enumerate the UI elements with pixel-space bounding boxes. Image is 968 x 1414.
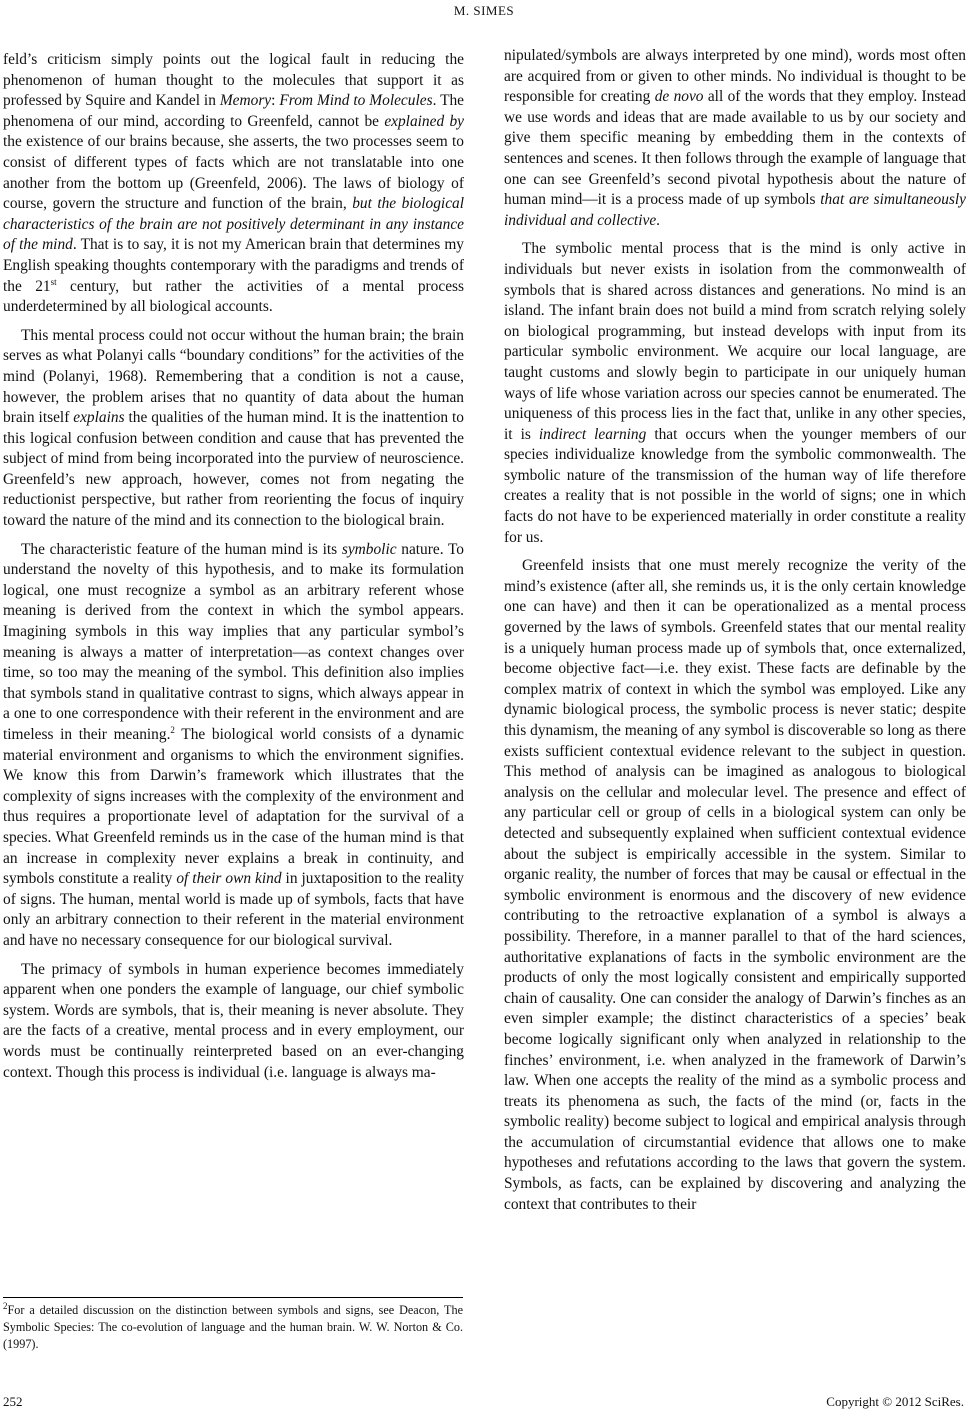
superscript: 2 <box>3 1300 8 1311</box>
text-run: the existence of our brains because, she asserts, the two processes seem to consist of different types of facts which are not translatable into one another from the bottom up (Greenfeld, 2006). The laws of biology of course, govern the structure and function of the brain, <box>3 133 464 213</box>
paragraph <box>3 540 464 952</box>
text-run: in juxtaposition to the reality of signs. The human, mental world is made up of symbols, facts that have only an arbitrary connection to their referent in the material environment and have no necessary consequence for our biological survival. <box>3 870 465 949</box>
superscript: st <box>50 276 57 287</box>
page-number: 252 <box>3 1394 23 1409</box>
text-run: nipulated/symbols are always interpreted by one mind), words most often are acquired from or given to other minds. No individual is thought to be responsible for creating <box>504 47 966 106</box>
text-run: all of the words that they employ. Instead we use words and ideas that are made available to us by our society and give them specific meaning by embedding them in the contexts of sentences and scenes. It then follows through the example of language that one can see Greenfeld’s second pivotal hypothesis about the nature of human mind—it is a process made of up symbols <box>504 88 967 209</box>
left-column <box>3 50 464 1091</box>
italic-text: of their own kind <box>176 870 282 888</box>
text-run: century, but rather the activities of a mental process underdetermined by all biological accounts. <box>3 277 464 316</box>
text-run: . The phenomena of our mind, according to Greenfeld, cannot be <box>3 92 465 130</box>
text-run: Greenfeld insists that one must merely recognize the verity of the mind’s existence (after all, she reminds us, it is the only certain knowledge one can have) and then it can be operationalized as a mental process governed by the laws of symbols. Greenfeld states that our mental reality is a uniquely human process made up of symbols that, once externalized, become objective fact—i.e. they exist. These facts are definable by the complex matrix of context in which the symbol was employed. Like any dynamic biological process, the symbolic process is never static; despite this dynamism, the meaning of any symbol is discoverable so long as there exists sufficient contextual evidence relevant to the subject in question. This method of analysis can be imagined as analogous to biological analysis on the cellular and molecular level. The presence and effect of any particular cell or group of cells in a biological system can only be detected and subsequently explained when sufficient contextual evidence about the subject is empirically accessible in the system. Similar to organic reality, the number of forces that may be causal or effectual in the symbolic environment is enormous and the discovery of new evidence contributing to the retroactive explanation of a symbol is always a possibility. Therefore, in a manner parallel to that of the hard sciences, authoritative explanations of facts in the symbolic environment are the products of only the most logically consistent and empirically supported chain of causality. One can consider the analogy of Darwin’s finches as an even simpler example; the distinct characteristics of a species’ beak become logically significant only when analyzed in relationship to the finches’ environment, i.e. when analyzed in the framework of Darwin’s law. When one accepts the reality of the mind as a symbolic process and treats its phenomena as such, the facts of the mind (or, facts in the symbolic reality) become subject to logical and empirical analysis through the accumulation of circumstantial evidence that allows one to make hypotheses and refutations according to the laws that govern the system. Symbols, as facts, can be explained by discovering and analyzing the context that contributes to their <box>504 557 966 1213</box>
running-head: M. SIMES <box>453 3 515 18</box>
text-run: The biological world consists of a dynamic material environment and organisms to which the environment signifies. We know this from Darwin’s framework which illustrates that the complexity of signs increases with the complexity of the environment and thus requires a proportionate level of adaptation for the survival of a species. What Greenfeld reminds us in the case of the human mind is that an increase in complexity never explains a break in continuity, and symbols constitute a reality <box>3 726 464 888</box>
text-run: feld’s criticism simply points out the logical fault in reducing the phenomenon of human thought to the molecules that support it as professed by Squire and Kandel in <box>3 51 464 110</box>
superscript: 2 <box>170 724 175 735</box>
text-run: that occurs when the younger members of our species individualize knowledge from the symbolic commonwealth. The symbolic nature of the transmission of the human way of life therefore creates a reality that is not possible in the world of signs; one in which facts do not have to be experienced materially in order constitute a reality for us. <box>504 425 966 546</box>
copyright-notice: Copyright © 2012 SciRes. <box>826 1394 964 1409</box>
paragraph <box>504 46 966 231</box>
italic-text: From Mind to Molecules <box>279 92 433 110</box>
text-run: The primacy of symbols in human experience becomes immediately apparent when one ponders the example of language, our chief symbolic system. Words are symbols, that is, their meaning is never absolute. They are the facts of a creative, mental process and in every employment, our words must be continually reinterpreted based on an ever-changing context. Though this process is individual (i.e. language is always ma- <box>3 960 464 1081</box>
italic-text: Memory <box>219 92 272 110</box>
paragraph <box>3 326 464 532</box>
italic-text: but the biological characteristics of the brain are not positively determinant in any instance of the mind <box>3 195 464 254</box>
text-run: . <box>656 211 661 229</box>
italic-text: that are simultaneously individual and collective <box>504 191 966 229</box>
text-run: the qualities of the human mind. It is the inattention to this logical confusion between condition and cause that has prevented the subject of mind from being incorporated into the purview of neuroscience. Greenfeld’s new approach, however, comes not from negating the reductionist perspective, but rather from reorienting the focus of inquiry toward the nature of the mind and its connection to the biological brain. <box>3 409 464 530</box>
text-run: The symbolic mental process that is the mind is only active in individuals but never exists in isolation from the commonwealth of symbols that is shared across distances and generations. No mind is an island. The infant brain does not build a mind from scratch relying solely on biological programming, but instead develops with input from its particular symbolic environment. We acquire our local language, are taught customs and slowly begin to participate in our uniquely human ways of life whose variation across our species cannot be enumerated. The uniqueness of this process lies in the fact that, unlike in any other species, it is <box>504 240 966 443</box>
italic-text: explained by <box>384 112 464 130</box>
text-run: For a detailed discussion on the distinction between symbols and signs, see Deacon, The Symbolic Species: The co-evolution of language and the human brain. W. W. Norton & Co. (1997). <box>3 1303 463 1351</box>
text-run: nature. To understand the novelty of this hypothesis, and to make its formulation logical, one must recognize a symbol as an arbitrary referent whose meaning is derived from the context in which the symbol appears. Imagining symbols in this way implies that any particular symbol’s meaning is always a matter of interpretation—as context changes over time, so too may the meaning of the symbol. This definition also implies that symbols stand in qualitative contrast to signs, which always appear in a one to one correspondence with their referent in the environment and are timeless in their meaning. <box>3 540 464 743</box>
text-run: The characteristic feature of the human mind is its <box>21 540 342 558</box>
footnote <box>3 1297 463 1353</box>
right-column <box>504 46 966 1223</box>
paragraph <box>3 960 464 1084</box>
italic-text: indirect learning <box>538 425 647 443</box>
text-run: : <box>271 92 280 110</box>
paragraph <box>3 50 464 318</box>
text-run: . That is to say, it is not my American brain that determines my English speaking thoughts contemporary with the paradigms and trends of the 21 <box>3 236 464 295</box>
paragraph <box>504 556 966 1215</box>
italic-text: explains <box>73 409 125 427</box>
paragraph <box>504 239 966 548</box>
italic-text: symbolic <box>341 540 397 558</box>
text-run: This mental process could not occur without the human brain; the brain serves as what Polanyi calls “boundary conditions” for the activities of the mind (Polanyi, 1968). Remembering that a condition is not a cause, however, the problem arises that no quantity of data about the human brain itself <box>3 326 464 427</box>
italic-text: de novo <box>654 88 704 106</box>
